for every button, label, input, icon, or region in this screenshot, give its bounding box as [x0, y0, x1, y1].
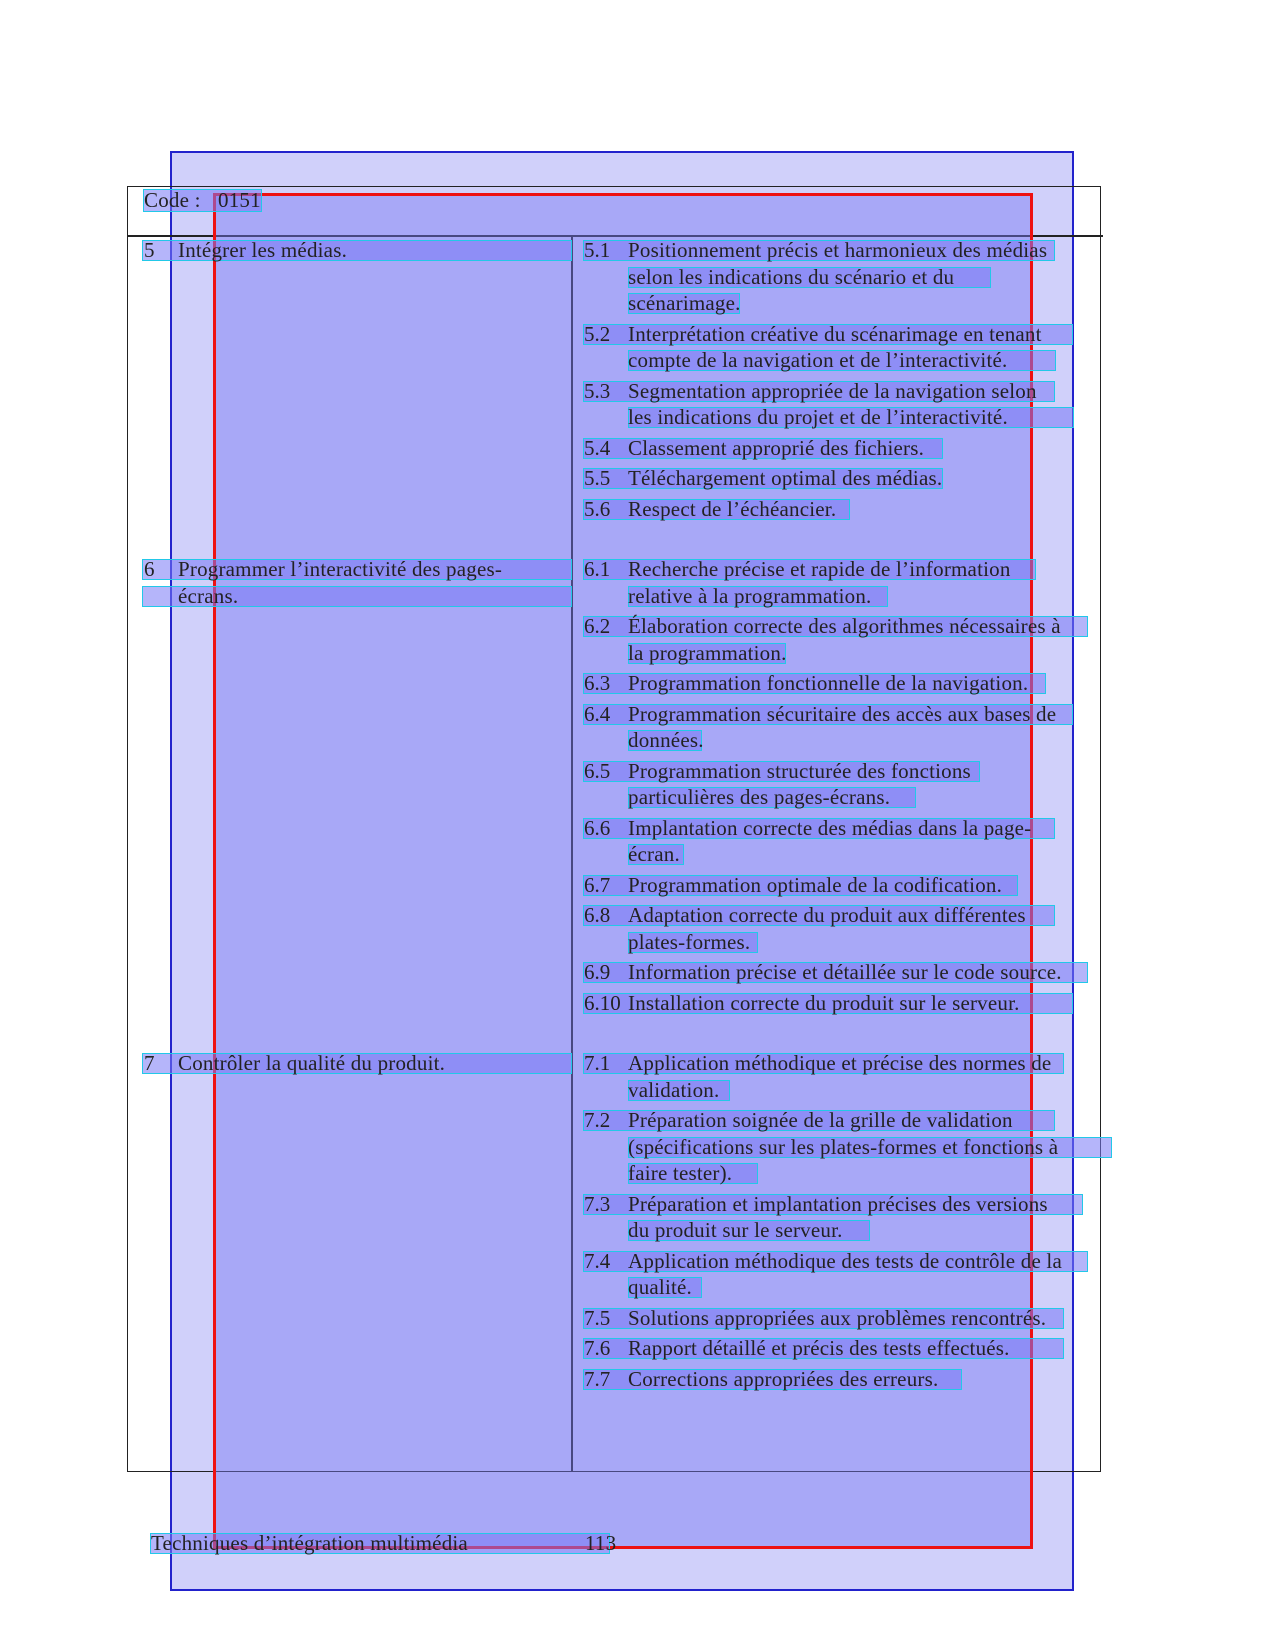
competency-title-line: écrans. — [178, 583, 239, 608]
competency-title-line: Programmer l’interactivité des pages- — [178, 557, 503, 581]
criterion-text-line: Classement approprié des fichiers. — [628, 435, 925, 460]
criterion-text-line: Information précise et détaillée sur le code source. — [628, 960, 1062, 984]
code-value: 0151 — [218, 188, 261, 212]
criterion-text-line: Recherche précise et rapide de l’information — [628, 557, 1011, 581]
criterion-text-line: Implantation correcte des médias dans la page- — [628, 815, 1032, 840]
criterion-number: 5.5 — [584, 466, 611, 490]
footer-program-title: Techniques d’intégration multimédia — [151, 1531, 468, 1555]
competency-title-line: Intégrer les médias. — [178, 238, 348, 262]
criterion-number: 6.7 — [584, 872, 611, 897]
criterion-text-line: données. — [628, 728, 704, 752]
competency-number: 7 — [144, 1051, 155, 1075]
competency-title-line: Contrôler la qualité du produit. — [178, 1051, 446, 1075]
criterion-number: 7.5 — [584, 1305, 611, 1330]
criterion-text-line: Application méthodique et précise des normes de — [628, 1051, 1052, 1075]
criterion-number: 6.5 — [584, 758, 611, 783]
criterion-number: 7.7 — [584, 1366, 611, 1391]
competency-number: 5 — [144, 238, 155, 262]
criterion-text-line: Préparation soignée de la grille de validation — [628, 1108, 1013, 1132]
criterion-text-line: la programmation. — [628, 640, 787, 665]
criterion-text-line: Corrections appropriées des erreurs. — [628, 1366, 939, 1391]
criterion-number: 6.6 — [584, 815, 611, 840]
criterion-text-line: Rapport détaillé et précis des tests effectués. — [628, 1336, 1010, 1360]
criterion-number: 5.2 — [584, 321, 611, 346]
criterion-number: 7.3 — [584, 1191, 611, 1216]
criterion-number: 5.1 — [584, 238, 611, 262]
criterion-number: 7.1 — [584, 1051, 611, 1075]
criterion-number: 7.6 — [584, 1336, 611, 1360]
criterion-number: 5.4 — [584, 435, 611, 460]
criterion-text-line: Solutions appropriées aux problèmes rencontrés. — [628, 1305, 1047, 1330]
criterion-text-line: Élaboration correcte des algorithmes nécessaires à — [628, 614, 1061, 638]
criterion-text-line: Interprétation créative du scénarimage en tenant — [628, 321, 1042, 346]
criterion-number: 6.2 — [584, 614, 611, 638]
criterion-text-line: faire tester). — [628, 1161, 733, 1185]
criterion-text-line: validation. — [628, 1077, 720, 1102]
criterion-text-line: scénarimage. — [628, 291, 741, 315]
criterion-text-line: selon les indications du scénario et du — [628, 264, 955, 289]
criterion-text-line: plates-formes. — [628, 929, 751, 954]
criterion-text-line: Installation correcte du produit sur le serveur. — [628, 990, 1020, 1015]
criterion-text-line: Segmentation appropriée de la navigation selon — [628, 378, 1037, 403]
criterion-number: 6.4 — [584, 701, 611, 726]
criterion-text-line: Adaptation correcte du produit aux différentes — [628, 903, 1026, 927]
criterion-text-line: Respect de l’échéancier. — [628, 496, 837, 521]
criterion-number: 6.8 — [584, 903, 611, 927]
criterion-number: 6.3 — [584, 671, 611, 695]
criterion-text-line: (spécifications sur les plates-formes et fonctions à — [628, 1134, 1059, 1159]
criterion-number: 7.4 — [584, 1248, 611, 1273]
criterion-number: 6.9 — [584, 960, 611, 984]
criterion-text-line: Positionnement précis et harmonieux des médias — [628, 238, 1048, 262]
criterion-text-line: qualité. — [628, 1275, 692, 1299]
criterion-text-line: écran. — [628, 842, 680, 866]
criterion-text-line: Programmation optimale de la codification. — [628, 872, 1003, 897]
criterion-number: 6.10 — [584, 990, 621, 1015]
criterion-text-line: Programmation fonctionnelle de la navigation. — [628, 671, 1029, 695]
criterion-number: 5.3 — [584, 378, 611, 403]
criterion-text-line: les indications du projet et de l’interactivité. — [628, 405, 1008, 429]
criterion-text-line: Préparation et implantation précises des versions — [628, 1191, 1048, 1216]
criterion-number: 5.6 — [584, 496, 611, 521]
criterion-number: 6.1 — [584, 557, 611, 581]
criterion-text-line: Téléchargement optimal des médias. — [628, 466, 943, 490]
criterion-text-line: Programmation sécuritaire des accès aux bases de — [628, 701, 1057, 726]
criterion-text-line: du produit sur le serveur. — [628, 1218, 843, 1242]
criterion-text-line: Application méthodique des tests de contrôle de la — [628, 1248, 1062, 1273]
criterion-text-line: Programmation structurée des fonctions — [628, 758, 971, 783]
criterion-text-line: relative à la programmation. — [628, 583, 872, 608]
code-label: Code : — [144, 188, 201, 212]
competency-number: 6 — [144, 557, 155, 581]
footer-page-number: 113 — [585, 1531, 617, 1555]
criterion-number: 7.2 — [584, 1108, 611, 1132]
criterion-text-line: compte de la navigation et de l’interactivité. — [628, 348, 1008, 372]
criterion-text-line: particulières des pages-écrans. — [628, 785, 891, 809]
